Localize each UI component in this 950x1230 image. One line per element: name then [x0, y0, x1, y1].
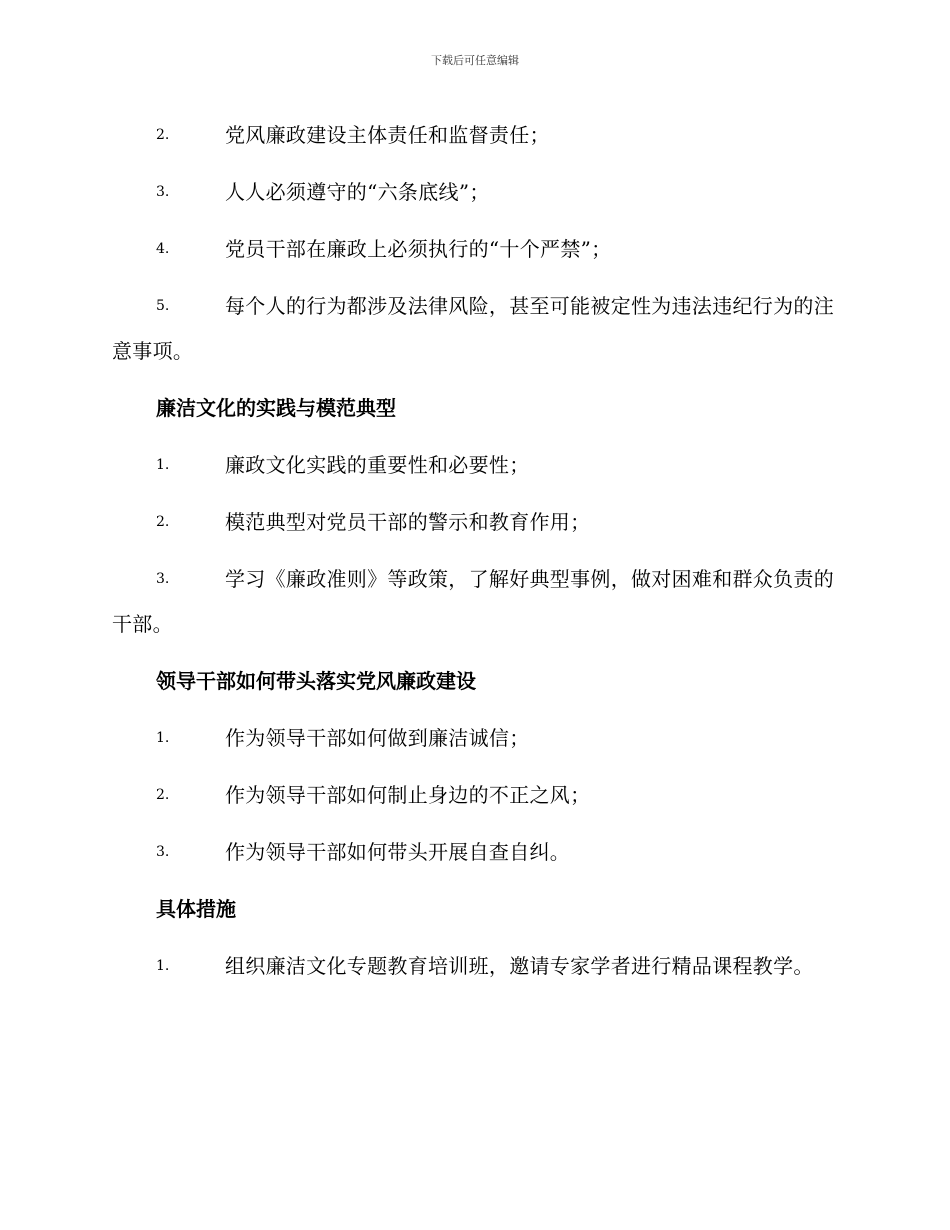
section: [112, 887, 834, 989]
list-number: 3.: [156, 184, 170, 200]
list-number: 5.: [156, 298, 170, 314]
list-item: [112, 500, 834, 545]
list-number: 2.: [156, 514, 170, 530]
list-text: 组织廉洁文化专题教育培训班，邀请专家学者进行精品课程教学。: [225, 954, 814, 978]
list-text: 模范典型对党员干部的警示和教育作用；: [225, 510, 591, 534]
list-item: [112, 170, 834, 215]
list-item: [112, 773, 834, 818]
list-item: [112, 557, 834, 647]
list-item: [112, 716, 834, 761]
list-number: 2.: [156, 787, 170, 803]
list-number: 3.: [156, 571, 170, 587]
list-item: [112, 830, 834, 875]
list-text: 党员干部在廉政上必须执行的“十个严禁”；: [225, 237, 612, 261]
list-text: 人人必须遵守的“六条底线”；: [225, 180, 490, 204]
list-item: [112, 443, 834, 488]
list-item: [112, 284, 834, 374]
list-text: 作为领导干部如何制止身边的不正之风；: [225, 783, 591, 807]
page-header: 下载后可任意编辑: [431, 54, 519, 67]
section-heading: 廉洁文化的实践与模范典型: [156, 396, 396, 420]
list-item: [112, 113, 834, 158]
list-text: 作为领导干部如何带头开展自查自纠。: [225, 840, 571, 864]
list-text: 每个人的行为都涉及法律风险，甚至可能被定性为违法违纪行为的注意事项。: [112, 294, 834, 363]
list-item: [112, 227, 834, 272]
section: [112, 386, 834, 647]
section: [112, 659, 834, 875]
list-number: 3.: [156, 844, 170, 860]
list-item: [112, 944, 834, 989]
document-body: [112, 113, 834, 1001]
list-text: 学习《廉政准则》等政策，了解好典型事例，做对困难和群众负责的干部。: [112, 567, 834, 636]
section-heading: 具体措施: [156, 897, 236, 921]
list-number: 1.: [156, 958, 170, 974]
list-number: 1.: [156, 457, 170, 473]
list-number: 2.: [156, 127, 170, 143]
list-number: 4.: [156, 241, 170, 257]
list-number: 1.: [156, 730, 170, 746]
list-text: 廉政文化实践的重要性和必要性；: [225, 453, 530, 477]
section-heading: 领导干部如何带头落实党风廉政建设: [156, 669, 476, 693]
list-text: 作为领导干部如何做到廉洁诚信；: [225, 726, 530, 750]
section: [112, 113, 834, 374]
list-text: 党风廉政建设主体责任和监督责任；: [225, 123, 550, 147]
